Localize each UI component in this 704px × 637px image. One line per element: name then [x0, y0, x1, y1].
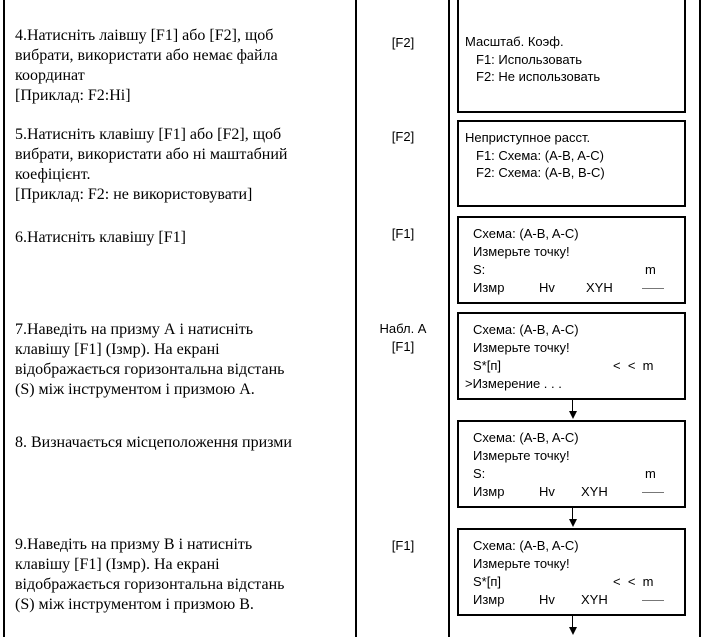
softkey-xyh: XYH	[586, 280, 613, 295]
screen-step-5	[457, 120, 686, 207]
instruction-step-5	[15, 125, 350, 205]
softkey-xyh: XYH	[581, 484, 608, 499]
instruction-step-7	[15, 320, 350, 400]
text-line: F2: Не использовать	[476, 69, 601, 84]
text-line: 8. Визначається місцеположення призми	[15, 434, 292, 451]
softkey-measure: Измр	[473, 280, 505, 295]
screen-step-8	[457, 420, 686, 508]
text-line: [Приклад: F2: не використовувати]	[15, 186, 253, 203]
key-step-4	[362, 34, 444, 52]
text-line: (S) між інструментом і призмою А.	[15, 381, 255, 398]
softkey-hv: Hv	[539, 484, 555, 499]
key-step-6	[362, 225, 444, 243]
text-line: Измерьте точку!	[473, 244, 570, 259]
screen-step-7	[457, 312, 686, 400]
key-step-5	[362, 128, 444, 146]
text-line: S*[п]	[473, 358, 501, 373]
table-border-left	[3, 0, 5, 637]
text-line: 9.Наведіть на призму В і натисніть	[15, 536, 253, 553]
text-line: Схема: (A-B, A-C)	[473, 430, 579, 445]
text-line: відображається горизонтальна відстань	[15, 576, 285, 593]
text-line: Схема: (A-B, A-C)	[473, 538, 579, 553]
key-step-7	[362, 320, 444, 356]
text-line: m	[645, 466, 656, 481]
text-line: 5.Натисніть клавішу [F1] або [F2], щоб	[15, 126, 282, 143]
softkey-hv: Hv	[539, 280, 555, 295]
text-line: координат	[15, 67, 85, 84]
text-line: [Приклад: F2:Hi]	[15, 87, 131, 104]
text-line: клавішу [F1] (Ізмр). На екрані	[15, 341, 220, 358]
text-line: відображається горизонтальна відстань	[15, 361, 285, 378]
text-line: клавішу [F1] (Ізмр). На екрані	[15, 556, 220, 573]
flow-arrow-head-icon	[569, 411, 577, 419]
text-line: Измерьте точку!	[473, 448, 570, 463]
text-line: (S) між інструментом і призмою В.	[15, 596, 254, 613]
text-line: Измерьте точку!	[473, 556, 570, 571]
text-line: 6.Натисніть клавішу [F1]	[15, 229, 186, 246]
text-line: коефіцієнт.	[15, 166, 91, 183]
text-line: Неприступное расст.	[465, 130, 591, 145]
text-line: S:	[473, 466, 486, 481]
screen-step-6	[457, 216, 686, 304]
text-line: F1: Схема: (A-B, A-C)	[476, 148, 604, 163]
text-line: [F1]	[391, 339, 415, 354]
text-line: 4.Натисніть лаівшу [F1] або [F2], щоб	[15, 27, 274, 44]
text-line: < < m	[613, 358, 654, 373]
text-line: Масштаб. Коэф.	[465, 34, 564, 49]
text-line: S*[п]	[473, 574, 501, 589]
table-divider-2	[448, 0, 450, 637]
softkey-xyh: XYH	[581, 592, 608, 607]
text-line: [F2]	[391, 35, 415, 50]
text-line: < < m	[613, 574, 654, 589]
screen-step-4	[457, 0, 686, 113]
text-line: вибрати, використати або немає файла	[15, 47, 278, 64]
softkey-measure: Измр	[473, 484, 505, 499]
measuring-status: >Измерение . . .	[465, 376, 562, 391]
text-line: [F2]	[391, 129, 415, 144]
text-line: m	[645, 262, 656, 277]
instruction-step-4	[15, 26, 350, 106]
text-line: F1: Использовать	[476, 52, 583, 67]
softkey-empty-dash	[642, 288, 664, 289]
softkey-empty-dash	[642, 600, 664, 601]
text-line: Измерьте точку!	[473, 340, 570, 355]
text-line: [F1]	[391, 538, 415, 553]
text-line: Схема: (A-B, A-C)	[473, 226, 579, 241]
softkey-measure: Измр	[473, 592, 505, 607]
table-border-right	[699, 0, 701, 637]
screen-step-9	[457, 528, 686, 616]
text-line: Набл. A	[379, 321, 427, 336]
softkey-hv: Hv	[539, 592, 555, 607]
flow-arrow-head-icon	[569, 519, 577, 527]
softkey-empty-dash	[642, 492, 664, 493]
text-line: [F1]	[391, 226, 415, 241]
instruction-step-6	[15, 228, 350, 248]
text-line: Схема: (A-B, A-C)	[473, 322, 579, 337]
text-line: 7.Наведіть на призму А і натисніть	[15, 321, 254, 338]
text-line: вибрати, використати або ні маштабний	[15, 146, 288, 163]
instruction-step-9	[15, 535, 350, 615]
instruction-step-8	[15, 433, 350, 453]
table-divider-1	[355, 0, 357, 637]
text-line: F2: Схема: (A-B, B-C)	[476, 165, 605, 180]
key-step-9	[362, 537, 444, 555]
text-line: S:	[473, 262, 486, 277]
flow-arrow-head-icon	[569, 627, 577, 635]
